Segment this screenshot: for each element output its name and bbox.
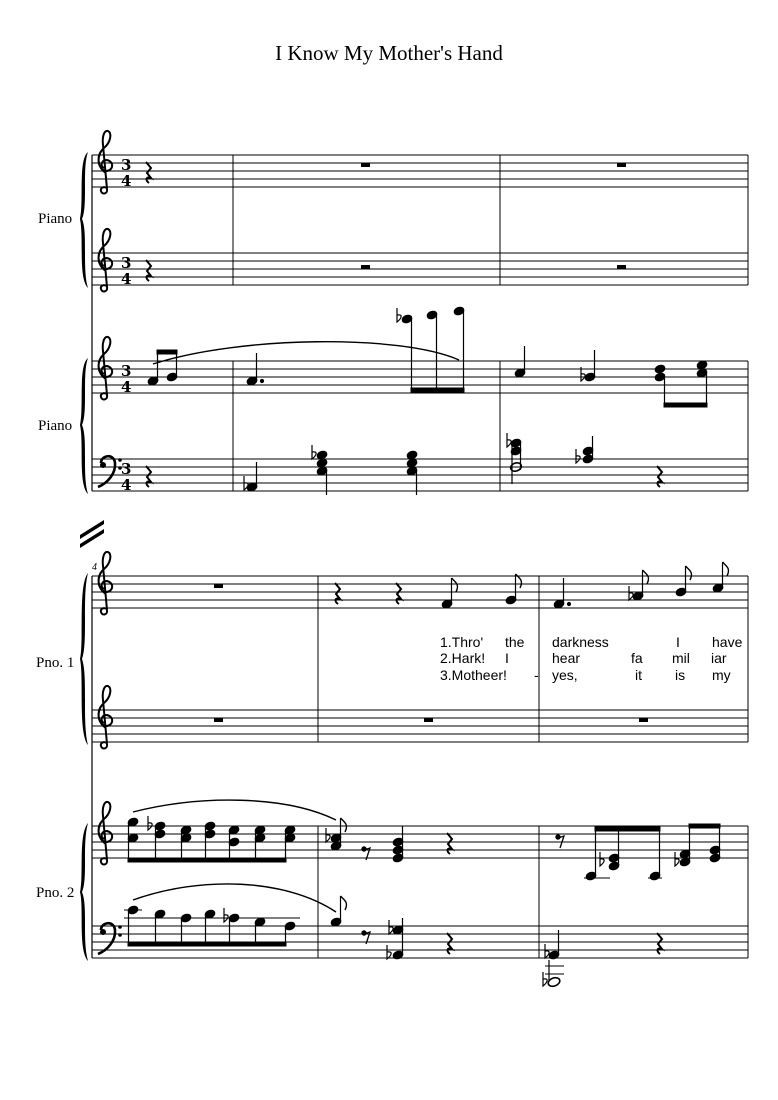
lyric-syllable: the: [505, 634, 525, 650]
lyric-syllable: iar: [711, 650, 727, 666]
whole-rest: [214, 584, 223, 588]
slur: [133, 800, 336, 820]
quarter-rest: [396, 583, 401, 604]
lyrics: [440, 634, 743, 683]
measure-number: 4: [92, 562, 97, 573]
instrument-label-pno-2: Pno. 2: [36, 885, 75, 901]
system-2: [92, 576, 748, 958]
treble-clef-icon: [99, 131, 113, 194]
lyric-syllable: I: [676, 634, 680, 650]
staff-5-lines: [92, 576, 748, 608]
lyric-syllable: 3.Motheer!: [440, 667, 507, 683]
score-title: I Know My Mother's Hand: [275, 41, 503, 65]
svg-text:3: 3: [121, 460, 132, 478]
quarter-rest: [146, 466, 151, 487]
instrument-label-piano-top: Piano: [38, 211, 73, 227]
lyric-syllable: 1.Thro': [440, 634, 484, 650]
treble-clef-icon: [99, 229, 113, 292]
lyric-syllable: is: [675, 667, 686, 683]
whole-rest: [361, 163, 370, 167]
time-signature: [121, 156, 131, 494]
svg-text:3: 3: [121, 254, 132, 272]
svg-text:4: 4: [121, 378, 132, 396]
lyric-syllable: I: [505, 650, 509, 666]
treble-clef-icon: [99, 337, 113, 400]
svg-text:4: 4: [121, 172, 132, 190]
whole-rest: [361, 265, 370, 269]
staff-5-notes: [441, 562, 728, 609]
quarter-rest: [146, 260, 151, 281]
brace-pno-1: [80, 573, 88, 745]
brace-piano-2: [80, 358, 88, 494]
bass-clef-icon: [98, 456, 122, 487]
quarter-rest: [146, 162, 151, 183]
lyric-syllable: darkness: [552, 634, 609, 650]
whole-rest: [617, 265, 626, 269]
svg-text:4: 4: [121, 270, 132, 288]
lyric-syllable: it: [635, 667, 642, 683]
whole-rest: [617, 163, 626, 167]
staff-6-lines: [92, 710, 748, 742]
lyric-syllable: -: [534, 667, 539, 683]
lyric-syllable: hear: [552, 650, 581, 666]
staff-1-lines: [92, 155, 748, 187]
whole-rest: [214, 718, 223, 722]
staff-4-notes: [244, 433, 594, 495]
system-1: [92, 155, 748, 491]
quarter-rest: [335, 583, 340, 604]
brace-pno-2: [80, 823, 88, 961]
instrument-label-pno-1: Pno. 1: [36, 655, 75, 671]
system-separator: [80, 520, 104, 548]
instrument-label-piano-bottom: Piano: [38, 418, 73, 434]
svg-text:3: 3: [121, 362, 132, 380]
lyric-syllable: mil: [672, 650, 690, 666]
quarter-rest: [657, 466, 662, 487]
bass-clef-icon: [98, 923, 122, 954]
lyric-syllable: yes,: [552, 667, 578, 683]
staff-3-notes: [147, 306, 708, 407]
treble-clef-icon: [99, 802, 113, 865]
staff-4-lines: [92, 459, 748, 491]
whole-rest: [639, 718, 648, 722]
staff-2-lines: [92, 253, 748, 285]
brace-piano-1: [80, 152, 88, 288]
lyric-syllable: my: [712, 667, 731, 683]
treble-clef-icon: [99, 686, 113, 749]
lyric-syllable: fa: [631, 650, 643, 666]
svg-text:3: 3: [121, 156, 132, 174]
whole-rest: [424, 718, 433, 722]
svg-text:4: 4: [121, 476, 132, 494]
lyric-syllable: have: [712, 634, 743, 650]
slur: [133, 884, 336, 912]
treble-clef-icon: [99, 552, 113, 615]
lyric-syllable: 2.Hark!: [440, 650, 486, 666]
